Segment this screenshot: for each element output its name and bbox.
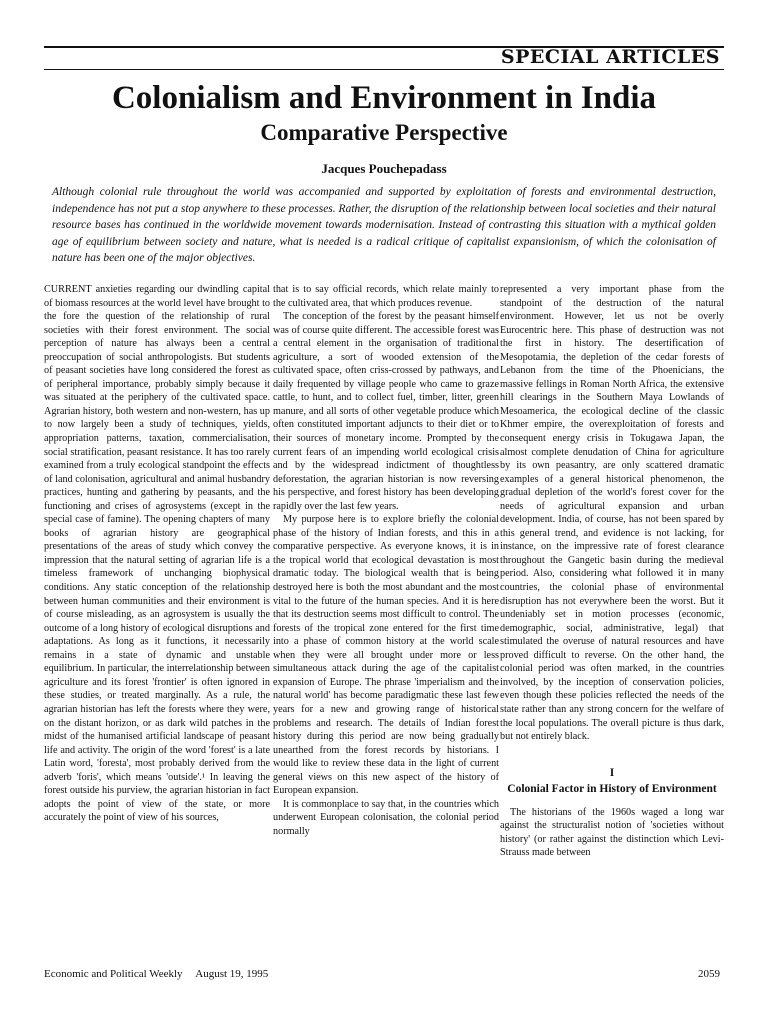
footer-journal-info (44, 967, 268, 981)
header-bottom-rule (44, 69, 724, 70)
article-author: Jacques Pouchepadass (321, 161, 447, 176)
paragraph: The historians of the 1960s waged a long war against the structuralist notion of 'societies without history' (or rather against the distinction which Levi-Strauss made between (500, 806, 724, 859)
paragraph: represented a very important phase from the standpoint of the destruction of the natural environment. However, let us not be overly Eurocentric here. This phase of destruction was not the first in history. The desertification of Mesopotamia, the depletion of the cedar forests of Lebanon from the time of the Phoenicians, the massive fellings in Roman North Africa, the extensive hill clearings in the Southern Maya Lowlands of Mesoamerica, the ecological decline of the classic Khmer empire, the overexploitation of forests and consequent energy crisis in Tokugawa Japan, the almost complete denudation of China for agriculture by its own peasantry, are only scattered dramatic examples of a general historical phenomenon, the gradual depletion of the world's forest cover for the needs of agricultural expansion and urban development. India, of course, has not been spared by this general trend, and evidence is not lacking, for instance, on the impressive rate of forest clearance throughout the Gangetic basin during the medieval period. Also, considering what followed it in many countries, the colonial phase of environmental disruption has not everywhere been the worst. But it undeniably set in motion processes (economic, demographic, social, administrative, legal) that stimulated the overuse of natural resources and have proved difficult to reverse. On the other hand, the colonial period was often marked, in the countries involved, by the inception of conservation policies, even though these policies reflected the needs of the state rather than any strong concern for the welfare of the local populations. The overall picture is thus dark, but not entirely black. (500, 284, 724, 743)
article-subtitle: Comparative Perspective (260, 120, 508, 145)
article-abstract: Although colonial rule throughout the world was accompanied and supported by exploitation of forests and environmental destruction, independence has not put a stop anywhere to these processes. Rather, the disruption of the relationship between local societies and their natural resource bases has continued in the worldwide movement towards modernisation. Instead of contrasting this situation with a mythical golden age of equilibrium between society and nature, what is needed is a radical critique of capitalist expansionism, of which the colonisation of nature has been one of the major objectives. (52, 186, 716, 264)
body-column-1 (44, 283, 270, 825)
issue-date: August 19, 1995 (195, 968, 269, 980)
paragraph: that is to say official records, which relate mainly to the cultivated area, that which produces revenue. (273, 284, 499, 309)
paragraph: My purpose here is to explore briefly the colonial phase of the history of Indian forests, and this in a comparative perspective. As everyone knows, it is in the tropical world that ecological devastation is most dramatic today. The biological wealth that is being destroyed here is both the most abundant and the most vital to the future of the human species. And it is here that its destruction seems most difficult to control. The forests of the tropical zone entered for the first time into a phase of common history at the world scale when they were all brought under more or less simultaneous attack during the age of the capitalist expansion of Europe. The phrase 'imperialism and the natural world' has become paradigmatic these last few years for a new and growing range of historical problems and research. The details of Indian forest history during this period are now being gradually unearthed from the forest records by historians. I would like to review these data in the light of current general views on this new aspect of the history of European expansion. (273, 514, 499, 797)
section-label: SPECIAL ARTICLES (500, 46, 720, 68)
section-title: Colonial Factor in History of Environment (507, 782, 717, 795)
paragraph: The conception of the forest by the peasant himself was of course quite different. The accessible forest was a central element in the organisation of traditional agriculture, a sort of wooded extension of the cultivated space, often criss-crossed by pathways, and daily frequented by village people who came to graze cattle, to hunt, and to collect fuel, timber, litter, green manure, and all sorts of other vegetable produce which often constituted important adjuncts to their diet or to their sources of monetary income. Prompted by the current fears of an impending world ecological crisis and by the widespread indictment of thoughtless deforestation, the agrarian historian is now reversing his perspective, and forest history has been developing rapidly over the last few years. (273, 311, 499, 512)
body-column-3 (500, 283, 724, 860)
section-heading (500, 766, 724, 796)
paragraph: CURRENT anxieties regarding our dwindling capital of biomass resources at the world level have brought to the fore the question of the relationship of rural societies with their forest environment. The social perception of nature has always been a central preoccupation of social anthropologists. But students of peasant societies have long considered the forest as of peripheral importance, probably simply because it was situated at the periphery of the cultivated space. Agrarian history, both western and non-western, has up to now largely been a study of techniques, yields, appropriation patterns, taxation, commercialisation, social stratification, peasant resistance. It has too rarely examined from a truly ecological standpoint the effects of land colonisation, agricultural and animal husbandry practices, hunting and gathering by peasants, and the functioning and crises of agrosystems (except in the special case of famine). The opening chapters of many books of agrarian history are geographical presentations of the areas of study which convey the impression that the natural setting of agrarian life is a timeless framework of unchanging biophysical conditions. Any static conception of the relationship between human communities and their environment is of course misleading, as an agrosystem is usually the outcome of a long history of ecological disruptions and adaptations. As long as it functions, it necessarily remains in a state of dynamic and unstable equilibrium. In particular, the interrelationship between agriculture and its forest 'frontier' is often ignored in these studies, or treated marginally. As a rule, the agrarian historian has left the forests where they were, on the distant horizon, or as dark wild patches in the midst of the humanised artificial landscape of peasant life and activity. The origin of the word 'forest' is a late Latin word, 'foresta', most probably derived from the adverb 'foris', which means 'outside'.¹ In leaving the forest outside his purview, the agrarian historian in fact adopts the point of view of the state, or more accurately the point of view of his sources, (44, 284, 270, 824)
paragraph: It is commonplace to say that, in the countries which underwent European colonisation, the colonial period normally (273, 798, 499, 837)
body-column-2 (273, 283, 499, 838)
page-number: 2059 (698, 968, 720, 980)
section-number: I (609, 766, 615, 779)
article-title: Colonialism and Environment in India (111, 80, 657, 116)
journal-name: Economic and Political Weekly (44, 968, 183, 980)
